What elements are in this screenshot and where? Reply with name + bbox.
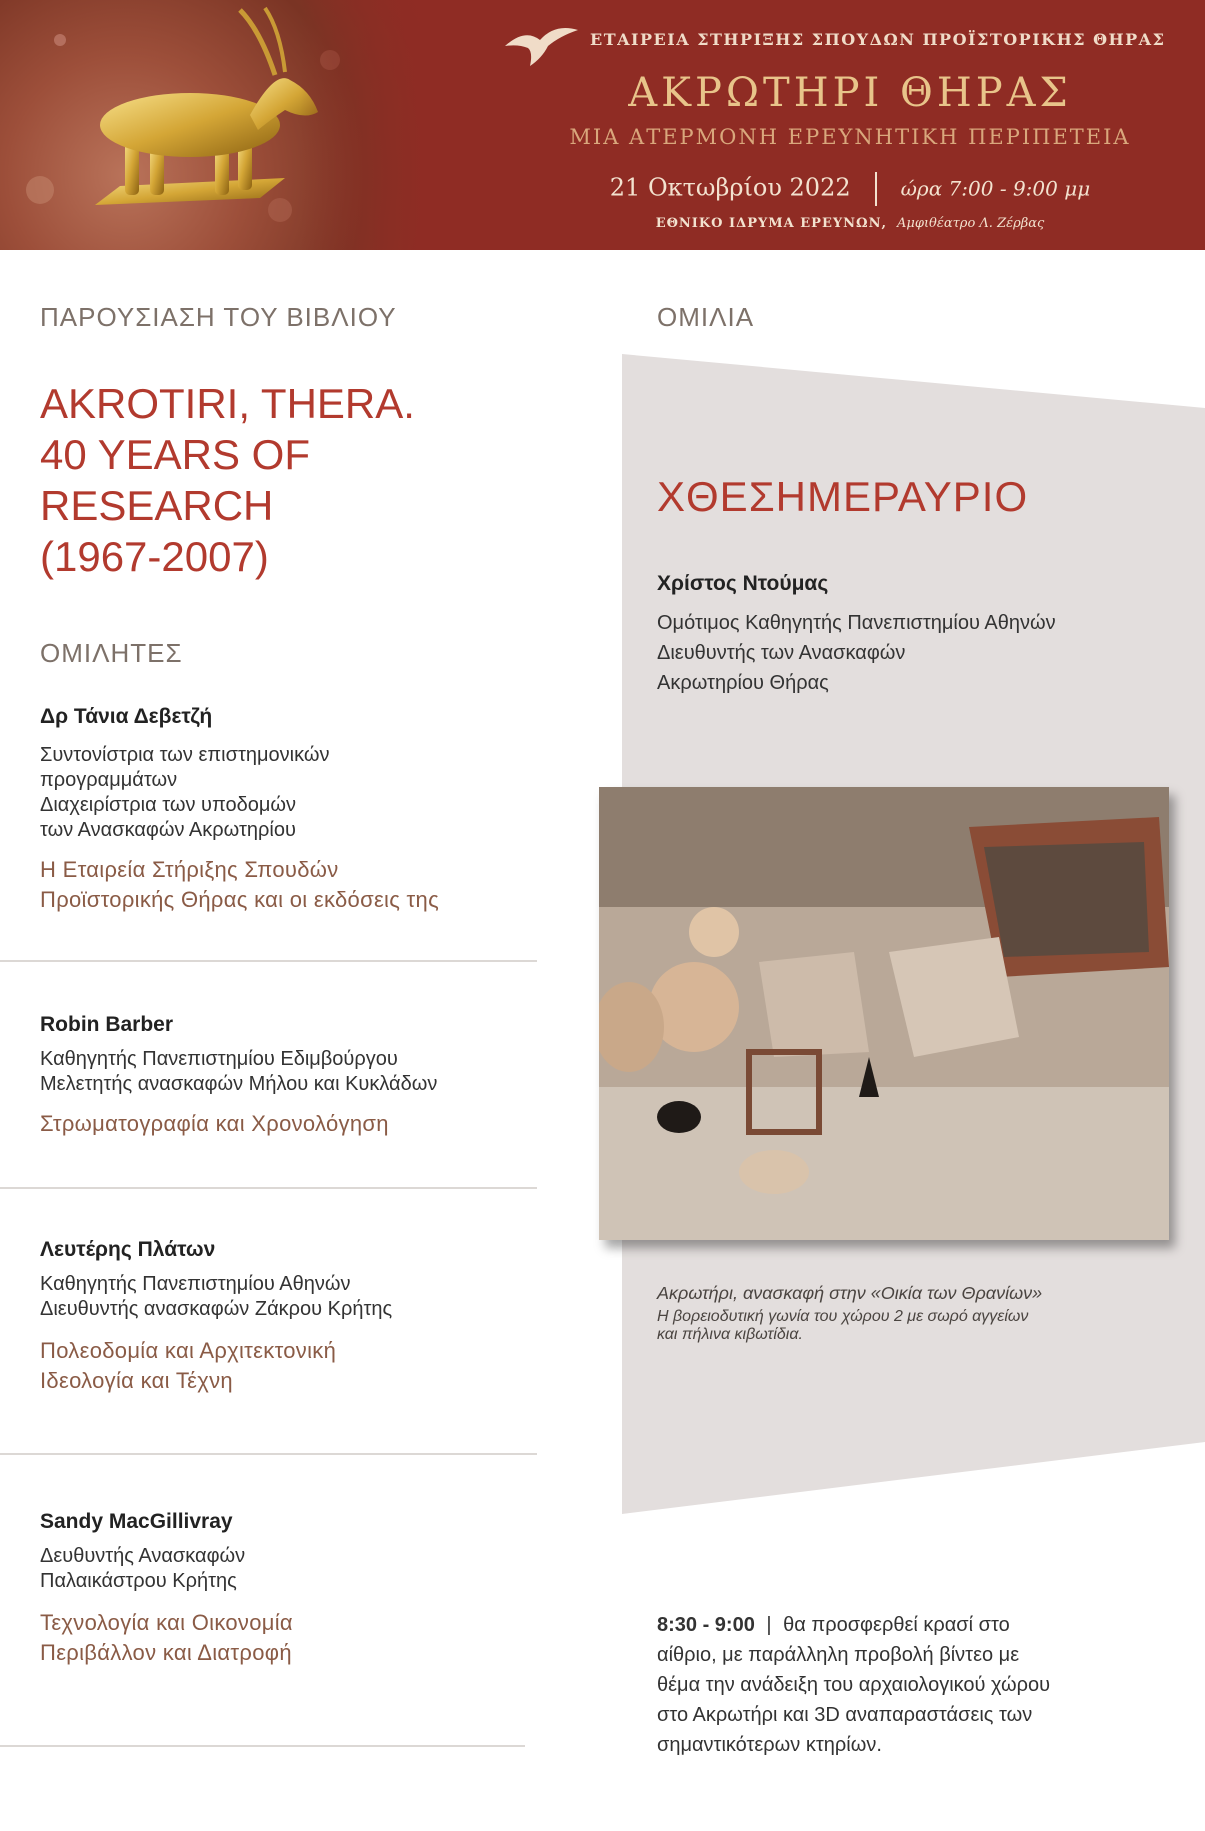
talk-title: Ιδεολογία και Τέχνη [40,1368,233,1393]
speaker-role: Διευθυντής ανασκαφών Ζάκρου Κρήτης [40,1298,393,1320]
talk-title: Πολεοδομία και Αρχιτεκτονική [40,1338,337,1363]
reception-text: αίθριο, με παράλληλη προβολή βίντεο με [657,1644,1020,1666]
book-title-line: 40 YEARS OF RESEARCH [40,431,311,529]
event-title: ΑΚΡΩΤΗΡΙ ΘΗΡΑΣ [628,70,1072,116]
caption-line: και πήλινα κιβωτίδια. [657,1326,803,1343]
speaker-role: Συντονίστρια των επιστημονικών [40,744,330,766]
event-subtitle: ΜΙΑ ΑΤΕΡΜΟΝΗ ΕΡΕΥΝΗΤΙΚΗ ΠΕΡΙΠΕΤΕΙΑ [569,125,1131,149]
divider [0,1745,525,1747]
speaker-role: Δευθυντής Ανασκαφών [40,1545,246,1567]
caption-line: Η βορειοδυτική γωνία του χώρου 2 με σωρό αγγείων [657,1308,1029,1325]
reception-time: 8:30 - 9:00 [657,1614,755,1636]
lecturer-name: Χρίστος Ντούμας [657,572,829,595]
speaker-role: Καθηγητής Πανεπιστημίου Εδιμβούργου [40,1048,398,1070]
reception-text: θέμα την ανάδειξη του αρχαιολογικού χώρου [657,1674,1051,1696]
reception-note [657,1610,1177,1760]
speaker-name: Λευτέρης Πλάτων [40,1238,216,1261]
venue-name: ΕΘΝΙΚΟ ΙΔΡΥΜΑ ΕΡΕΥΝΩΝ, [655,216,887,231]
swallow-logo-icon [500,18,580,68]
event-time: ώρα 7:00 - 9:00 μμ [900,176,1091,201]
excavation-image [599,787,1169,1240]
book-title [40,378,540,582]
speaker-name: Robin Barber [40,1013,174,1036]
excavation-photo [599,787,1169,1240]
talk-title: Τεχνολογία και Οικονομία [40,1610,293,1635]
speaker-name: Sandy MacGillivray [40,1510,233,1533]
book-title-line: (1967-2007) [40,533,269,580]
lecturer-block [657,572,1177,698]
speaker-name: Δρ Τάνια Δεβετζή [40,705,213,728]
speaker-block [40,1510,560,1668]
talk-title: Στρωματογραφία και Χρονολόγηση [40,1111,389,1136]
header-banner [0,0,1205,250]
lecturer-role: Διευθυντής των Ανασκαφών [657,642,906,664]
talk-title: Προϊστορικής Θήρας και οι εκδόσεις της [40,887,439,912]
book-title-line: AKROTIRI, THERA. [40,380,415,427]
speaker-role: Διαχειρίστρια των υποδομών [40,794,296,816]
speaker-block [40,1238,560,1396]
reception-text: στο Ακρωτήρι και 3D αναπαραστάσεις των [657,1704,1033,1726]
speaker-role: προγραμμάτων [40,769,178,791]
divider [0,1453,537,1455]
lecturer-role: Ακρωτηρίου Θήρας [657,672,829,694]
talk-title: Περιβάλλον και Διατροφή [40,1640,292,1665]
speaker-role: Παλαικάστρου Κρήτης [40,1570,237,1592]
speaker-role: Καθηγητής Πανεπιστημίου Αθηνών [40,1273,351,1295]
caption-line: Ακρωτήρι, ανασκαφή στην «Οικία των Θρανίων» [657,1283,1043,1303]
divider [0,960,537,962]
reception-text: σημαντικότερων κτηρίων. [657,1734,882,1756]
divider [875,172,877,206]
lecture-heading: ΟΜΙΛΙΑ [657,302,755,332]
lecturer-role: Ομότιμος Καθηγητής Πανεπιστημίου Αθηνών [657,612,1056,634]
venue-hall: Αμφιθέατρο Λ. Ζέρβας [897,216,1045,231]
divider [0,1187,537,1189]
speaker-block [40,1013,560,1139]
reception-text: θα προσφερθεί κρασί στο [783,1614,1010,1636]
event-date: 21 Οκτωβρίου 2022 [609,173,851,202]
reception-separator: | [766,1614,772,1636]
speaker-role: Μελετητής ανασκαφών Μήλου και Κυκλάδων [40,1073,438,1095]
speaker-role: των Ανασκαφών Ακρωτηρίου [40,819,296,841]
book-heading: ΠΑΡΟΥΣΙΑΣΗ ΤΟΥ ΒΙΒΛΙΟΥ [40,302,397,332]
speaker-block [40,705,560,915]
photo-caption [657,1283,1177,1344]
society-name: ΕΤΑΙΡΕΙΑ ΣΤΗΡΙΞΗΣ ΣΠΟΥΔΩΝ ΠΡΟΪΣΤΟΡΙΚΗΣ ΘΗΡΑΣ [590,30,1166,49]
date-time-row [500,172,1200,206]
lecture-title: ΧΘΕΣΗΜΕΡΑΥΡΙΟ [657,473,1029,520]
talk-title: Η Εταιρεία Στήριξης Σπουδών [40,857,339,882]
venue-row [500,216,1200,231]
speakers-heading: ΟΜΙΛΗΤΕΣ [40,638,183,668]
